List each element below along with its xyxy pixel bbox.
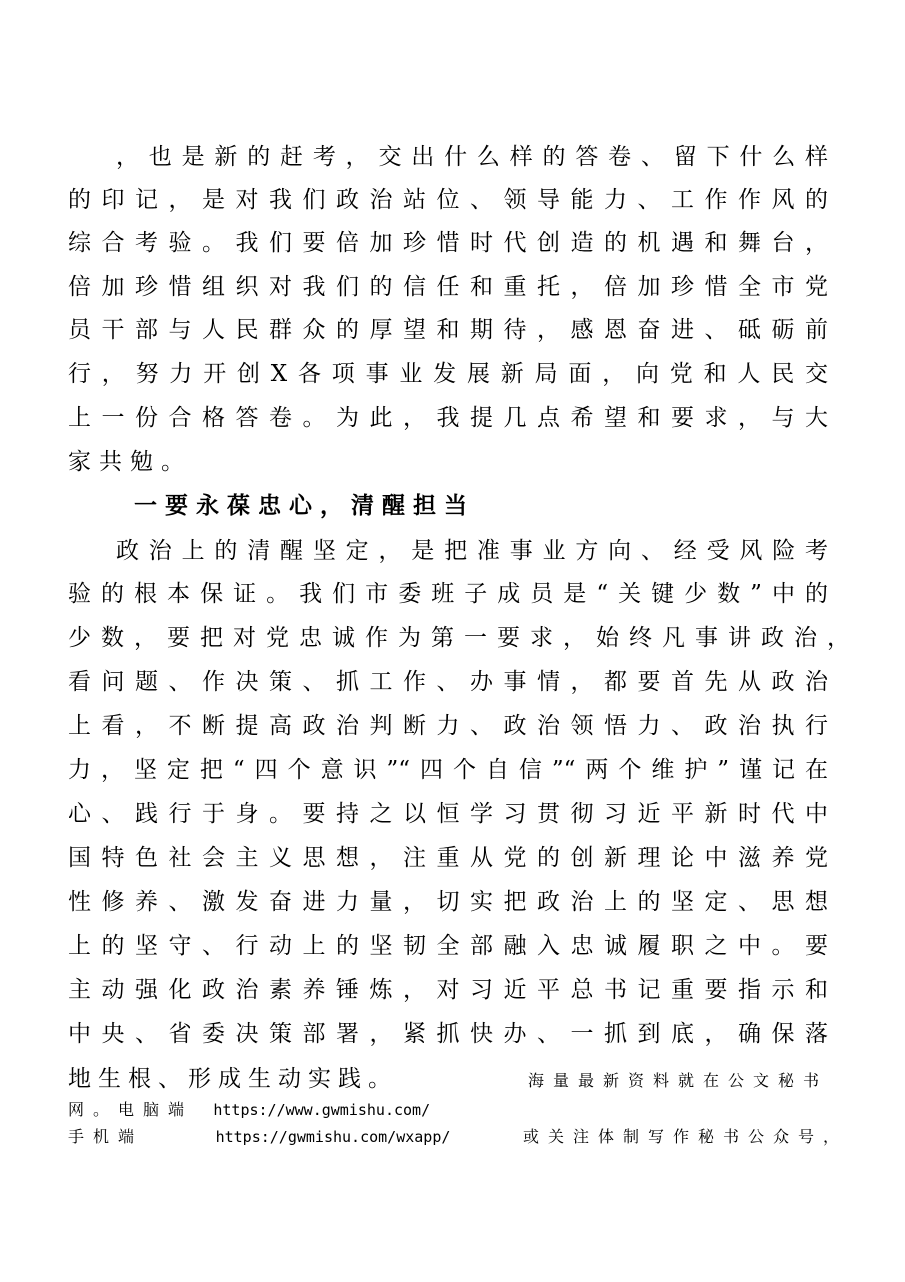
paragraph2-line-10: 上的坚守、行动上的坚韧全部融入忠诚履职之中。要 <box>68 933 828 959</box>
paragraph1-line-5: 员干部与人民群众的厚望和期待，感恩奋进、砥砺前 <box>68 317 828 343</box>
paragraph2-line-9: 性修养、激发奋进力量，切实把政治上的坚定、思想 <box>68 889 828 915</box>
footer-mobile-link[interactable]: https://gwmishu.com/wxapp/ <box>215 1128 451 1146</box>
paragraph2-line-4: 看问题、作决策、抓工作、办事情，都要首先从政治 <box>68 669 828 695</box>
paragraph2-line-8: 国特色社会主义思想，注重从党的创新理论中滋养党 <box>68 845 828 871</box>
footer-line-1 <box>68 1099 430 1121</box>
paragraph1-line-1: ，也是新的赶考，交出什么样的答卷、留下什么样 <box>116 144 828 170</box>
paragraph2-line-3: 少数，要把对党忠诚作为第一要求，始终凡事讲政治， <box>68 625 850 651</box>
paragraph2-line-6: 力，坚定把“四个意识”“四个自信”“两个维护”谨记在 <box>68 757 828 783</box>
footer-pc-label: 网。电脑端 <box>68 1100 194 1119</box>
paragraph1-line-2: 的印记，是对我们政治站位、领导能力、工作作风的 <box>68 187 828 213</box>
section-heading: 一要永葆忠心，清醒担当 <box>134 492 475 519</box>
paragraph2-line-1: 政治上的清醒坚定，是把准事业方向、经受风险考 <box>116 538 828 564</box>
paragraph2-line-7: 心、践行于身。要持之以恒学习贯彻习近平新时代中 <box>68 801 828 827</box>
paragraph1-line-4: 倍加珍惜组织对我们的信任和重托，倍加珍惜全市党 <box>68 274 828 300</box>
paragraph2-line-11: 主动强化政治素养锤炼，对习近平总书记重要指示和 <box>68 977 828 1003</box>
paragraph1-line-6: 行，努力开创X各项事业发展新局面，向党和人民交 <box>68 361 828 387</box>
paragraph1-line-3: 综合考验。我们要倍加珍惜时代创造的机遇和舞台， <box>68 230 828 256</box>
footer-mobile-label: 手机端 <box>68 1127 144 1146</box>
paragraph2-last-line <box>68 1064 828 1094</box>
paragraph2-line-13: 地生根、形成生动实践。 <box>68 1066 398 1092</box>
paragraph1-line-8: 家共勉。 <box>68 449 192 475</box>
paragraph2-line-2: 验的根本保证。我们市委班子成员是“关键少数”中的 <box>68 581 828 607</box>
footer-follow-text: 或关注体制写作秘书公众号， <box>522 1127 848 1146</box>
footer-line-2 <box>68 1126 848 1148</box>
footer-pc-link[interactable]: https://www.gwmishu.com/ <box>213 1101 431 1119</box>
paragraph2-line-12: 中央、省委决策部署，紧抓快办、一抓到底，确保落 <box>68 1021 828 1047</box>
promo-text: 海量最新资料就在公文秘书 <box>527 1071 828 1090</box>
paragraph2-line-5: 上看，不断提高政治判断力、政治领悟力、政治执行 <box>68 713 828 739</box>
paragraph1-line-7: 上一份合格答卷。为此，我提几点希望和要求，与大 <box>68 405 828 431</box>
